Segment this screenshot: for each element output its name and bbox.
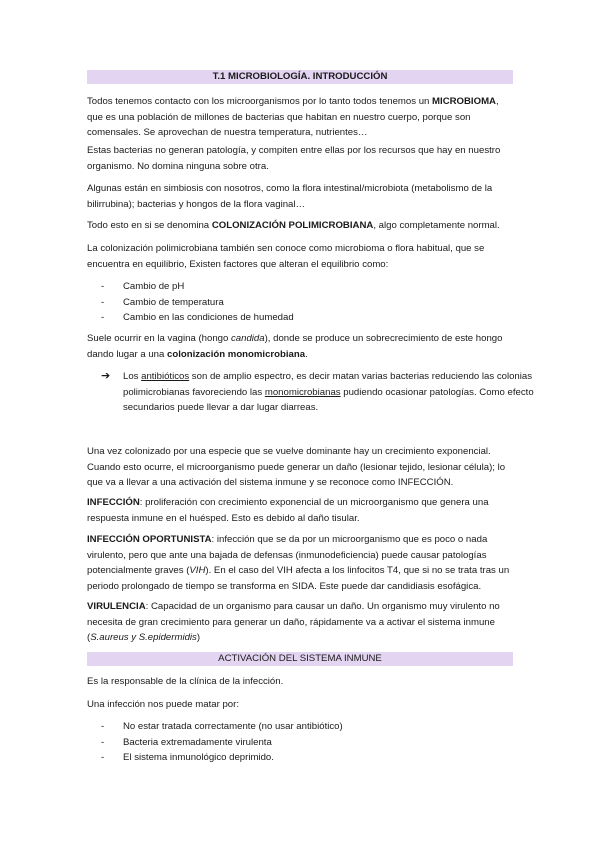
paragraph-colonizacion: Todo esto en si se denomina COLONIZACIÓN POLIMICROBIANA, algo completamente normal. <box>87 220 500 231</box>
paragraph-matar: Una infección nos puede matar por: <box>87 699 239 710</box>
factors-list <box>87 279 513 326</box>
list-item: - No estar tratada correctamente (no usar antibiótico) <box>101 721 343 732</box>
paragraph-clinica: Es la responsable de la clínica de la infección. <box>87 676 284 687</box>
paragraph-oportunista: INFECCIÓN OPORTUNISTA: infección que se da por un microorganismo que es poco o nada virulento, pero que ante una bajada de defensas (inmunodeficiencia) puede causar patologías potencialmente graves (VIH). En el caso del VIH afecta a los linfocitos T4, que si no se trata tras un periodo prolongado de tiempo se transforma en SIDA. Este puede dar candidiasis esofágica. <box>87 534 510 592</box>
list-item: - Bacteria extremadamente virulenta <box>101 736 272 748</box>
paragraph-microbioma: Todos tenemos contacto con los microorganismos por lo tanto todos tenemos un MICROBIOMA, que es una población de millones de bacterias que habitan en nuestro cuerpo, porque son comensales. Se aprovechan de nuestra temperatura, nutrientes… <box>87 96 499 138</box>
list-item: - Cambio de pH <box>101 281 185 292</box>
list-item: - El sistema inmunológico deprimido. <box>101 752 274 763</box>
list-item: - Cambio en las condiciones de humedad <box>101 312 294 323</box>
list-item: - Cambio de temperatura <box>101 296 224 308</box>
paragraph-infeccion: INFECCIÓN: proliferación con crecimiento exponencial de un microorganismo que genera una respuesta inmune en el huésped. Esto es debido al daño tisular. <box>87 497 489 524</box>
section-title: T.1 MICROBIOLOGÍA. INTRODUCCIÓN <box>87 70 513 84</box>
section-heading-sistema-inmune: ACTIVACIÓN DEL SISTEMA INMUNE <box>87 652 513 666</box>
paragraph-bacterias: Estas bacterias no generan patología, y compiten entre ellas por los recursos que hay en nuestro organismo. No domina ninguna sobre otra. <box>87 145 501 172</box>
arrow-icon: ➔ <box>101 370 111 382</box>
paragraph-equilibrio: La colonización polimicrobiana también sen conoce como microbioma o flora habitual, que se encuentra en equilibrio, Existen factores que alteran el equilibrio como: <box>87 243 485 270</box>
paragraph-crecimiento: Una vez colonizado por una especie que se vuelve dominante hay un crecimiento exponencial. Cuando esto ocurre, el microorganismo puede generar un daño (lesionar tejido, lesionar célula); lo que va a llevar a una activación del sistema inmune y se reconoce como INFECCIÓN. <box>87 446 506 488</box>
paragraph-simbiosis: Algunas están en simbiosis con nosotros, como la flora intestinal/microbiota (metabolismo de la bilirrubina); bacterias y hongos de la flora vaginal… <box>87 183 493 210</box>
paragraph-candida: Suele ocurrir en la vagina (hongo candida), donde se produce un sobrecrecimiento de este hongo dando lugar a una colonización monomicrobiana. <box>87 333 503 360</box>
paragraph-virulencia: VIRULENCIA: Capacidad de un organismo para causar un daño. Un organismo muy virulento no necesita de gran crecimiento para generar un daño, rápidamente va a activar el sistema inmune (S.aureus y S.epidermidis) <box>87 601 500 643</box>
arrow-note: ➔ Los antibióticos son de amplio espectro, es decir matan varias bacterias reduciendo las colonias polimicrobianas favoreciendo las monomicrobianas pudiendo ocasionar patologías. Como efecto secundarios puede llevar a dar lugar diarreas. <box>101 370 534 413</box>
causes-list <box>87 719 513 766</box>
